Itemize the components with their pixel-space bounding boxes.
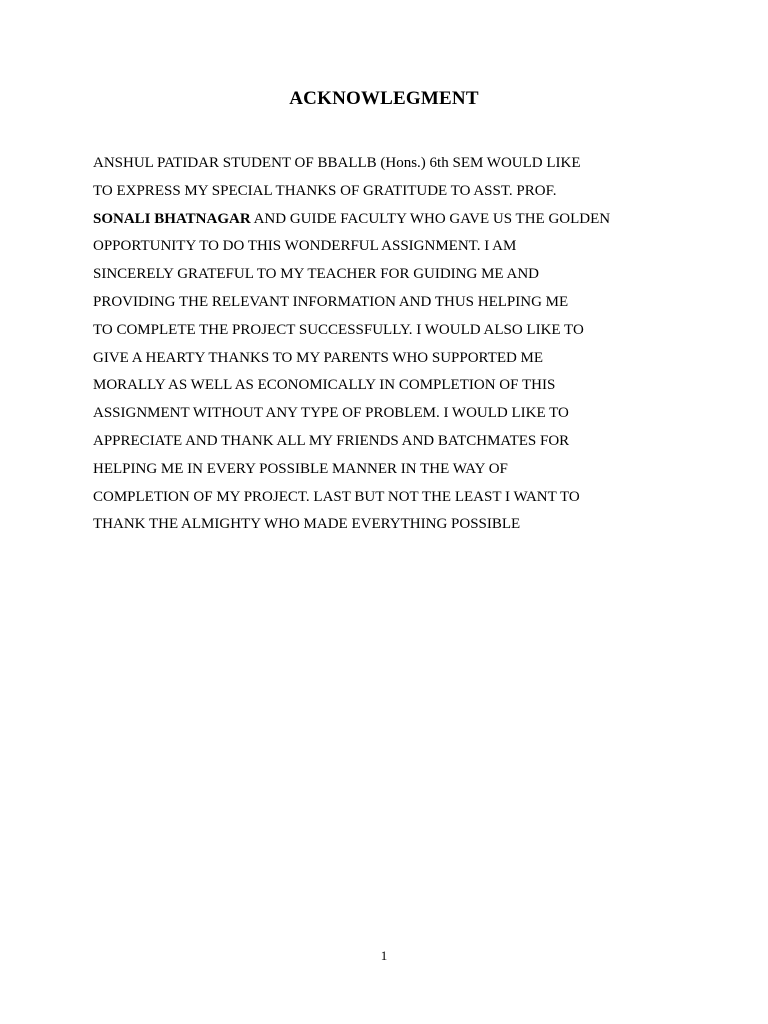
line-text: COMPLETION OF MY PROJECT. LAST BUT NOT THE LEAST I WANT TO: [93, 488, 580, 505]
body-line: [93, 372, 693, 400]
body-line: [93, 511, 693, 539]
line-text: AND GUIDE FACULTY WHO GAVE US THE GOLDEN: [250, 210, 611, 227]
body-line: [93, 428, 693, 456]
body-line: [93, 345, 693, 373]
body-line: [93, 400, 693, 428]
body-line: [93, 289, 693, 317]
body-line: [93, 178, 693, 206]
line-text: OPPORTUNITY TO DO THIS WONDERFUL ASSIGNMENT. I AM: [93, 238, 517, 255]
line-text: GIVE A HEARTY THANKS TO MY PARENTS WHO SUPPORTED ME: [93, 349, 544, 366]
line-text: PROVIDING THE RELEVANT INFORMATION AND THUS HELPING ME: [93, 293, 569, 310]
line-text: THANK THE ALMIGHTY WHO MADE EVERYTHING POSSIBLE: [93, 516, 521, 533]
body-line: [93, 456, 693, 484]
line-text: APPRECIATE AND THANK ALL MY FRIENDS AND BATCHMATES FOR: [93, 432, 570, 449]
line-text: HELPING ME IN EVERY POSSIBLE MANNER IN THE WAY OF: [93, 460, 508, 477]
professor-name: SONALI BHATNAGAR: [93, 210, 251, 227]
line-text: ANSHUL PATIDAR STUDENT OF BBALLB (Hons.) 6th SEM WOULD LIKE: [93, 155, 581, 171]
line-text: ASSIGNMENT WITHOUT ANY TYPE OF PROBLEM. I WOULD LIKE TO: [93, 405, 569, 422]
body-line: [93, 261, 693, 289]
body-line: [93, 484, 693, 512]
body-line: [93, 206, 693, 234]
line-text: TO EXPRESS MY SPECIAL THANKS OF GRATITUDE TO ASST. PROF.: [93, 182, 557, 199]
body-line: [93, 233, 693, 261]
body-line: [93, 150, 693, 178]
body-line: [93, 317, 693, 345]
line-text: TO COMPLETE THE PROJECT SUCCESSFULLY. I WOULD ALSO LIKE TO: [93, 321, 584, 338]
line-text: MORALLY AS WELL AS ECONOMICALLY IN COMPLETION OF THIS: [93, 377, 556, 394]
acknowledgment-body: [93, 150, 693, 539]
line-text: SINCERELY GRATEFUL TO MY TEACHER FOR GUIDING ME AND: [93, 266, 540, 283]
page-title: ACKNOWLEGMENT: [289, 88, 479, 109]
page-number: 1: [380, 948, 388, 963]
